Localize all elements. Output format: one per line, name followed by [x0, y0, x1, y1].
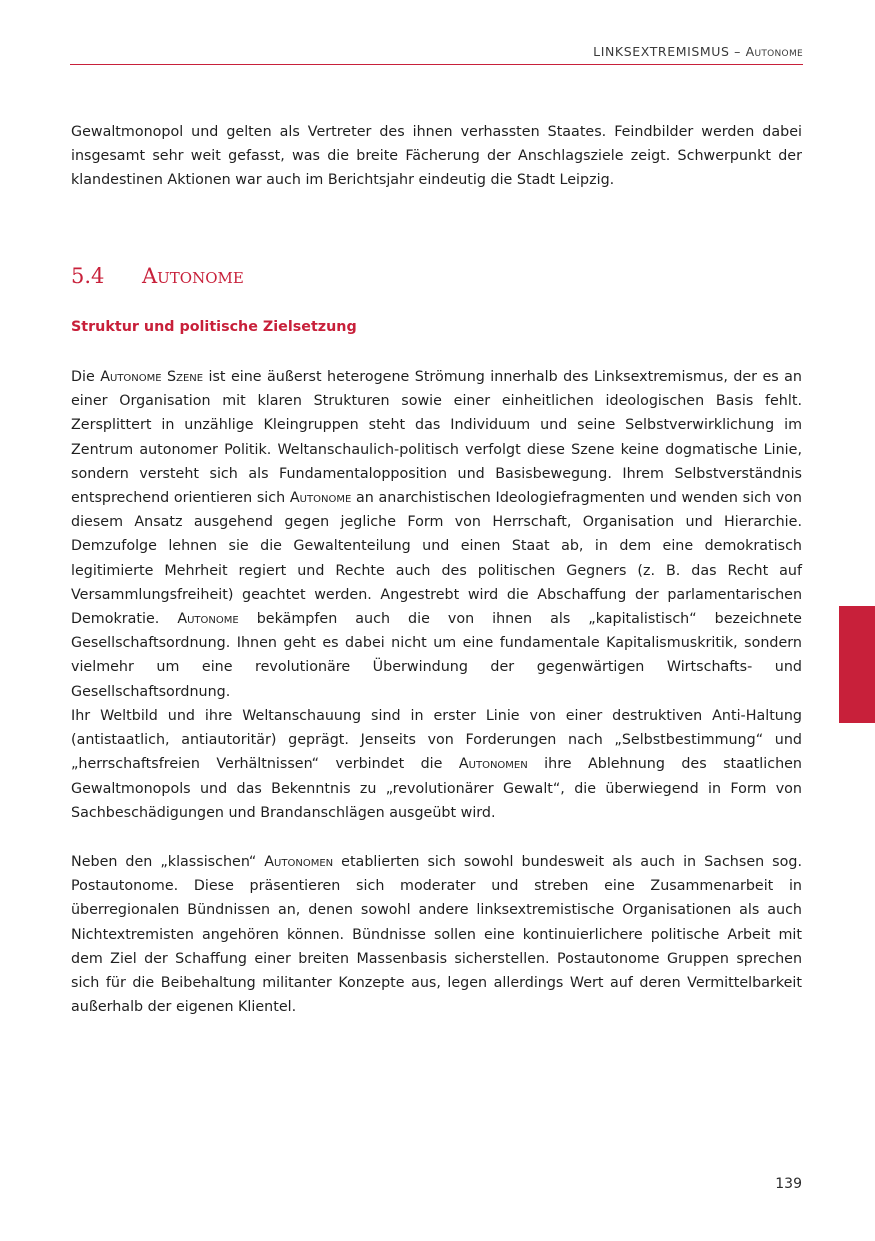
- p1-term-autonome-szene: Autonome Szene: [100, 369, 204, 385]
- p3-text-a: Neben den „klassischen“: [71, 854, 265, 870]
- paragraph-2: [71, 704, 802, 825]
- running-subtitle: Autonome: [745, 44, 803, 59]
- p1-term-autonome-2: Autonome: [177, 611, 239, 628]
- p3-term-autonomen: Autonomen: [264, 854, 334, 870]
- p1-text-c: an anarchistischen Ideologiefragmenten und wenden sich von diesem Ansatz ausgehend gegen jegliche Form von Herrschaft, Organisation und Hierarchie. Demzufolge lehnen sie die Gewaltenteilung und einen Staat ab, in dem eine demokratisch legitimierte Mehrheit regiert und Rechte auch des politischen Gegners (z. B. das Recht auf Versammlungsfreiheit) geachtet werden. Angestrebt wird die Abschaffung der parlamentarischen Demokratie.: [71, 490, 802, 628]
- header-rule: [70, 64, 803, 65]
- p1-term-autonome: Autonome: [289, 490, 352, 507]
- intro-paragraph: Gewaltmonopol und gelten als Vertreter des ihnen verhassten Staates. Feindbilder werden dabei insgesamt sehr weit gefasst, was die breite Fächerung der Anschlagsziele zeigt. Schwerpunkt der klandestinen Aktionen war auch im Berichtsjahr eindeutig die Stadt Leipzig.: [71, 124, 802, 189]
- running-title: LINKSEXTREMISMUS: [593, 44, 730, 59]
- page-number: 139: [775, 1176, 802, 1192]
- p1-text-a: Die: [71, 369, 101, 385]
- subheading: Struktur und politische Zielsetzung: [71, 319, 357, 335]
- p2-text-a: Ihr Weltbild und ihre Weltanschauung sind in erster Linie von einer destruktiven Anti-Haltung (antistaatlich, antiautoritär) geprägt. Jenseits von Forderungen nach „Selbstbestimmung“ und „herrschaftsfreien Verhältnissen“ verbindet die: [71, 708, 802, 773]
- p2-text-b: ihre Ablehnung des staatlichen Gewaltmonopols und das Bekenntnis zu „revolutionärer Gewalt“, die überwiegend in Form von Sachbeschädigungen und Brandanschlägen ausgeübt wird.: [71, 756, 802, 821]
- running-head: [593, 44, 803, 59]
- section-number: 5.4: [71, 264, 105, 288]
- section-title: Autonome: [142, 264, 244, 288]
- section-heading: [71, 262, 244, 290]
- p2-term-autonomen: Autonomen: [458, 756, 528, 773]
- p1-text-b: ist eine äußerst heterogene Strömung innerhalb des Linksextremismus, der es an einer Organisation mit klaren Strukturen sowie einer einheitlichen ideologischen Basis fehlt. Zersplittert in unzählige Kleingruppen steht das Individuum und seine Selbstverwirklichung im Zentrum autonomer Politik. Weltanschaulich-politisch verfolgt diese Szene keine dogmatische Linie, sondern versteht sich als Fundamentalopposition und Basisbewegung. Ihrem Selbstverständnis entsprechend orientieren sich: [71, 369, 802, 507]
- p1-text-d: bekämpfen auch die von ihnen als „kapitalistisch“ bezeichnete Gesellschaftsordnung. Ihnen geht es dabei nicht um eine fundamentale Kapitalismuskritik, sondern vielmehr um eine revolutionäre Überwindung der gegenwärtigen Wirtschafts- und Gesellschaftsordnung.: [71, 611, 802, 700]
- paragraph-3: [71, 850, 802, 1019]
- paragraph-1: [71, 365, 802, 704]
- running-head-separator: –: [734, 44, 742, 59]
- chapter-side-tab: [839, 606, 875, 723]
- p3-text-b: etablierten sich sowohl bundesweit als auch in Sachsen sog. Postautonome. Diese präsentieren sich moderater und streben eine Zusammenarbeit in überregionalen Bündnissen an, denen sowohl andere linksextremistische Organisationen als auch Nichtextremisten angehören können. Bündnisse sollen eine kontinuierlichere politische Arbeit mit dem Ziel der Schaffung einer breiten Massenbasis sicherstellen. Postautonome Gruppen sprechen sich für die Beibehaltung militanter Konzepte aus, legen allerdings Wert auf deren Vermittelbarkeit außerhalb der eigenen Klientel.: [71, 854, 803, 1016]
